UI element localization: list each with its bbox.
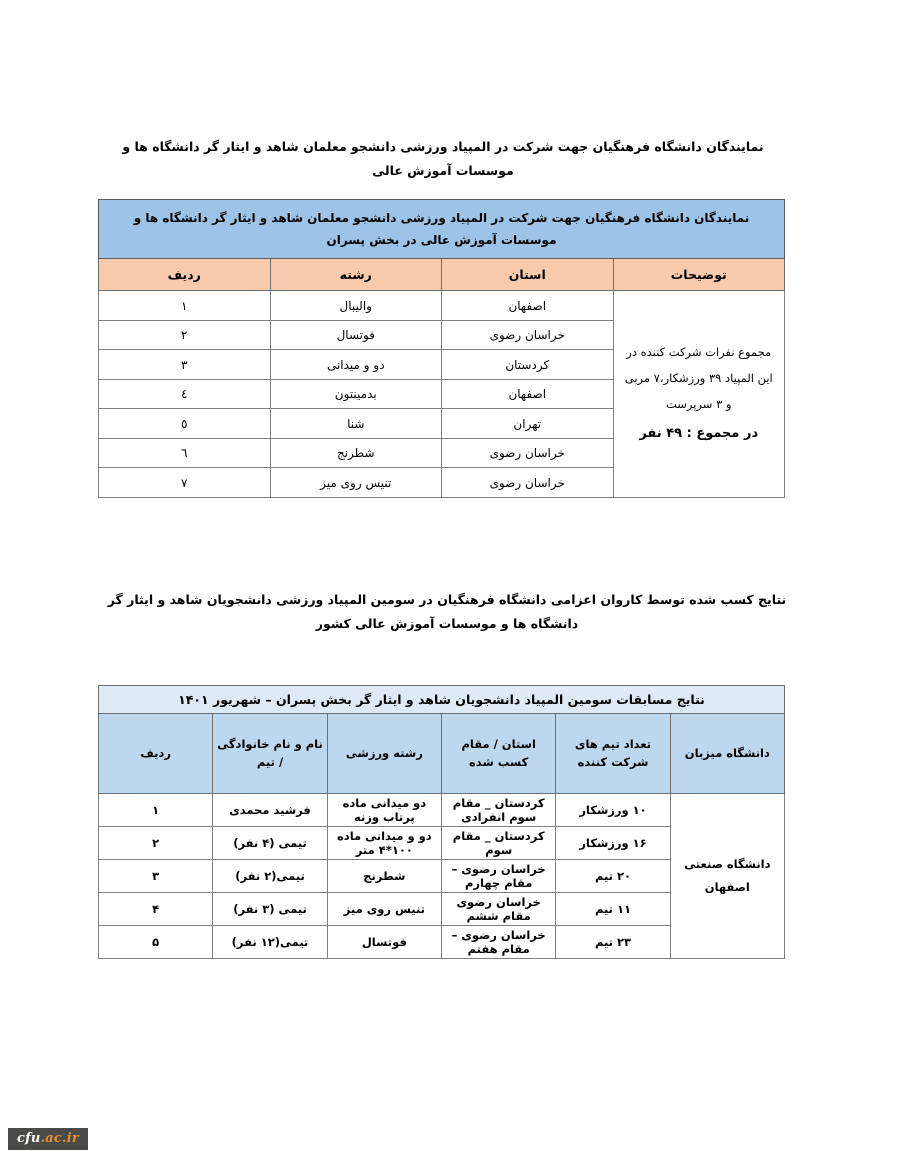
column-header-host-university: دانشگاه میزبان — [670, 714, 784, 794]
cell-field: فوتسال — [270, 320, 442, 350]
representatives-table-body — [99, 291, 785, 498]
cell-row-number: ۳ — [99, 860, 213, 893]
cell-name-team: تیمی(۱۲ نفر) — [213, 926, 327, 959]
cell-row-number: ٤ — [99, 379, 271, 409]
cell-province-rank: کردستان _ مقام سوم انفرادی — [442, 794, 556, 827]
cell-row-number: ٧ — [99, 468, 271, 498]
cell-field: شطرنج — [270, 438, 442, 468]
cell-field: تنیس روی میز — [270, 468, 442, 498]
host-university-merged-cell: دانشگاه صنعتی اصفهان — [670, 794, 784, 959]
cell-province: خراسان رضوی — [442, 468, 614, 498]
notes-merged-cell — [613, 291, 785, 498]
representatives-table-title: نمایندگان دانشگاه فرهنگیان جهت شرکت در المپیاد ورزشی دانشجو معلمان شاهد و ایثار گر دانشگاه ها و موسسات آموزش عالی در بخش پسران — [99, 200, 785, 259]
cell-team-count: ۲۳ تیم — [556, 926, 670, 959]
column-header-notes: توضیحات — [613, 259, 785, 291]
table-column-header-row — [99, 714, 785, 794]
cell-team-count: ۱۰ ورزشکار — [556, 794, 670, 827]
cell-province: اصفهان — [442, 379, 614, 409]
column-header-team-count: تعداد تیم های شرکت کننده — [556, 714, 670, 794]
cell-sport: فوتسال — [327, 926, 441, 959]
results-table-title: نتایج مسابقات سومین المپیاد دانشجویان شاهد و ایثار گر بخش پسران – شهریور ۱۴۰۱ — [99, 686, 785, 714]
cell-sport: دو میدانی ماده پرتاب وزنه — [327, 794, 441, 827]
cell-row-number: ١ — [99, 291, 271, 321]
cell-province-rank: خراسان رضوی مقام ششم — [442, 893, 556, 926]
notes-text: مجموع نفرات شرکت کننده در این المپیاد ۳۹ ورزشکار،۷ مربی و ۳ سرپرست — [624, 345, 773, 411]
cell-province: اصفهان — [442, 291, 614, 321]
cell-name-team: تیمی (۴ نفر) — [213, 827, 327, 860]
cell-province: خراسان رضوی — [442, 320, 614, 350]
cell-row-number: ٥ — [99, 409, 271, 439]
cell-sport: تنیس روی میز — [327, 893, 441, 926]
table-column-header-row — [99, 259, 785, 291]
results-table — [98, 685, 785, 959]
cell-field: دو و میدانی — [270, 350, 442, 380]
column-header-field: رشته — [270, 259, 442, 291]
cell-province: خراسان رضوی — [442, 438, 614, 468]
cell-province-rank: کردستان _ مقام سوم — [442, 827, 556, 860]
cell-name-team: فرشید محمدی — [213, 794, 327, 827]
table-title-row — [99, 686, 785, 714]
cell-province: تهران — [442, 409, 614, 439]
cell-team-count: ۱۱ تیم — [556, 893, 670, 926]
cell-team-count: ۱۶ ورزشکار — [556, 827, 670, 860]
cell-field: شنا — [270, 409, 442, 439]
results-table-body — [99, 794, 785, 959]
column-header-province-rank: استان / مقام کسب شده — [442, 714, 556, 794]
cell-row-number: ۴ — [99, 893, 213, 926]
table-title-row — [99, 200, 785, 259]
cell-row-number: ٢ — [99, 320, 271, 350]
representatives-table-head — [99, 200, 785, 291]
cell-row-number: ٦ — [99, 438, 271, 468]
cell-field: والیبال — [270, 291, 442, 321]
site-name-text: cfu — [17, 1131, 41, 1146]
cell-name-team: تیمی (۳ نفر) — [213, 893, 327, 926]
cell-row-number: ٣ — [99, 350, 271, 380]
site-watermark-badge — [8, 1128, 88, 1150]
cell-row-number: ۱ — [99, 794, 213, 827]
column-header-sport: رشته ورزشی — [327, 714, 441, 794]
notes-total: در مجموع : ۴۹ نفر — [639, 425, 759, 441]
cell-province: کردستان — [442, 350, 614, 380]
page-title-representatives: نمایندگان دانشگاه فرهنگیان جهت شرکت در المپیاد ورزشی دانشجو معلمان شاهد و ایثار گر دانشگاه ها و موسسات آموزش عالی — [122, 139, 764, 178]
table-row — [99, 291, 785, 321]
column-header-name-team: نام و نام خانوادگی / تیم — [213, 714, 327, 794]
column-header-row-number: ردیف — [99, 714, 213, 794]
page-title-results: نتایج کسب شده توسط کاروان اعزامی دانشگاه فرهنگیان در سومین المپیاد ورزشی دانشجویان شاهد و ایثار گر دانشگاه ها و موسسات آموزش عالی کشور — [107, 592, 787, 631]
cell-row-number: ۵ — [99, 926, 213, 959]
column-header-row-number: ردیف — [99, 259, 271, 291]
cell-province-rank: خراسان رضوی – مقام چهارم — [442, 860, 556, 893]
cell-field: بدمینتون — [270, 379, 442, 409]
cell-sport: شطرنج — [327, 860, 441, 893]
representatives-table — [98, 199, 785, 498]
site-tld-text: .ac.ir — [40, 1131, 79, 1146]
column-header-province: استان — [442, 259, 614, 291]
table-row — [99, 794, 785, 827]
cell-row-number: ۲ — [99, 827, 213, 860]
cell-name-team: تیمی(۲ نفر) — [213, 860, 327, 893]
results-table-head — [99, 686, 785, 794]
cell-team-count: ۲۰ تیم — [556, 860, 670, 893]
cell-province-rank: خراسان رضوی – مقام هفتم — [442, 926, 556, 959]
cell-sport: دو و میدانی ماده ۱۰۰*۴ متر — [327, 827, 441, 860]
